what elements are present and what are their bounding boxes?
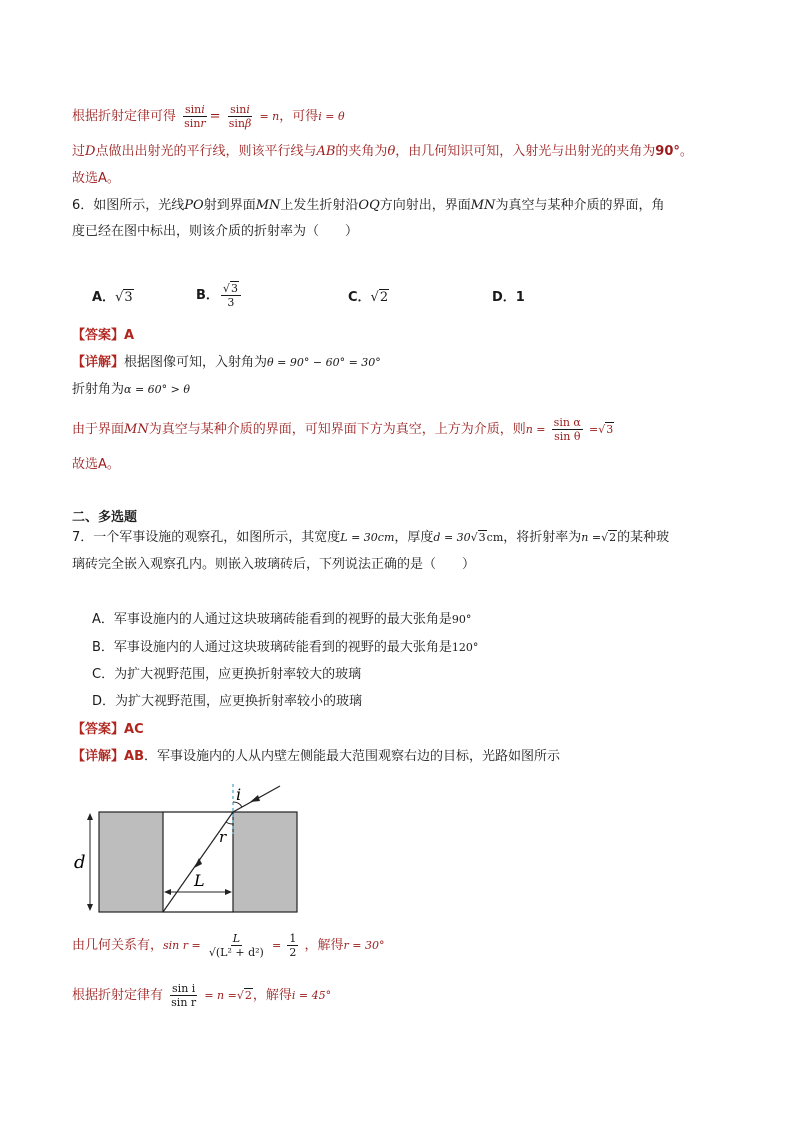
text: 为真空与某种介质的界面，可知界面下方为真空，上方为介质，则 (148, 422, 526, 437)
text: sin (184, 117, 201, 130)
text: 根据图像可知，入射角为 (124, 355, 268, 370)
text: MN (124, 422, 149, 437)
text: D． (492, 290, 516, 305)
text: √(L² + d²) (208, 946, 264, 959)
text: MN (470, 198, 496, 213)
q7-answer (72, 720, 144, 740)
fraction (207, 932, 266, 959)
text: 2 (609, 531, 617, 544)
q7-stem-line1 (72, 528, 669, 548)
text: 。 (679, 144, 693, 159)
optics-figure (70, 780, 310, 920)
q6-detail2 (72, 380, 190, 400)
text: AB (316, 144, 336, 159)
text: 3 (478, 531, 486, 544)
text: i (246, 103, 250, 116)
left-wall (99, 812, 163, 912)
q6-option-c (348, 288, 389, 308)
q7-option-c (92, 665, 361, 685)
sqrt: √2 (601, 531, 617, 544)
text: ，由几何知识可知，入射光与出射光的夹角为 (395, 144, 656, 159)
text: α = 60° > θ (124, 383, 190, 396)
text: A． (92, 290, 116, 305)
fraction: $\frac{√3}{3}$ (221, 282, 241, 309)
q7-stem-line2 (72, 555, 475, 575)
text: 120° (451, 641, 479, 654)
text: 2 (289, 946, 297, 959)
text: = (589, 423, 599, 436)
q6-option-d (492, 288, 525, 308)
text: 【详解】 (72, 749, 125, 764)
q6-choose (72, 455, 120, 475)
text: L = 30cm (340, 531, 395, 544)
text: i = 45° (291, 989, 332, 1002)
text: sin i (172, 982, 196, 995)
text: 的某种玻 (617, 530, 670, 545)
text: 3 (227, 296, 235, 309)
text: 折射角为 (72, 382, 125, 397)
refracted-arrow (194, 858, 202, 868)
q6-stem-line2 (72, 222, 358, 242)
q7-detail1 (72, 747, 560, 767)
d-arrow-bottom (87, 904, 93, 911)
text: A (124, 328, 135, 343)
text: sin (185, 103, 202, 116)
label-i: i (236, 785, 242, 804)
label-d: d (74, 852, 86, 873)
text: ，解得 (304, 938, 344, 953)
text: ，将折射率为 (503, 530, 582, 545)
l-arrow-right (225, 889, 232, 895)
text: C．为扩大视野范围，应更换折射率较大的玻璃 (92, 667, 362, 682)
fraction (552, 416, 583, 443)
fraction (182, 103, 208, 130)
q6-detail3 (72, 416, 614, 443)
text: B．军事设施内的人通过这块玻璃砖能看到的视野的最大张角是 (92, 640, 452, 655)
text: 6．如图所示，光线 (72, 198, 185, 213)
text: i (201, 103, 205, 116)
q7-option-d (92, 692, 362, 712)
text: ，可得 (279, 109, 319, 124)
q7-option-b (92, 638, 478, 658)
text: θ = 90° − 60° = 30° (267, 356, 381, 369)
text: 7．一个军事设施的观察孔，如图所示，其宽度 (72, 530, 341, 545)
text: B． (196, 288, 219, 303)
q7-geometry-line (72, 932, 384, 959)
text: θ (387, 144, 396, 159)
text: 璃砖完全嵌入观察孔内。则嵌入玻璃砖后，下列说法正确的是（ ） (72, 557, 476, 572)
text: sin θ (554, 430, 581, 443)
text: β (244, 117, 252, 130)
refraction-law-line: 根据折射定律可得 $\frac{\sin i}{\sin r}$ = $\frac{\sin i}{\sin\beta}$ = n，可得i = θ (72, 103, 345, 130)
text: 3 (230, 282, 238, 295)
text: A (98, 171, 107, 186)
text: A (98, 457, 107, 472)
q6-option-a (92, 288, 134, 308)
text: OQ (358, 198, 380, 213)
l-arrow-left (164, 889, 171, 895)
text: 射到界面 (203, 198, 256, 213)
text: 过 (72, 144, 86, 159)
text: 1 (515, 290, 525, 305)
text: sin r = (163, 939, 201, 952)
text: ，厚度 (394, 530, 434, 545)
text: n = (581, 531, 602, 544)
q6-detail1 (72, 353, 381, 373)
text: AC (124, 722, 144, 737)
text: 2 (244, 989, 252, 1002)
fraction (169, 982, 198, 1009)
q6-option-b (196, 282, 243, 309)
text: = n (259, 110, 280, 123)
text: cm (486, 531, 504, 544)
text: n = (525, 423, 546, 436)
q7-refraction-line (72, 982, 331, 1009)
text: 。 (106, 171, 120, 186)
text: 3 (124, 290, 133, 305)
text: i = θ (318, 110, 345, 123)
text: 2 (379, 290, 389, 305)
text: 故选 (72, 457, 99, 472)
text: r (200, 117, 206, 130)
label-r: r (219, 828, 227, 846)
text: ．军事设施内的人从内壁左侧能最大范围观察右边的目标，光路如图所示 (144, 749, 561, 764)
text: 由几何关系有， (72, 938, 164, 953)
q7-option-a (92, 610, 471, 630)
text: d = 30 (433, 531, 471, 544)
text: D．为扩大视野范围，应更换折射率较小的玻璃 (92, 694, 363, 709)
angle-r-arc (226, 822, 233, 824)
fraction (287, 932, 298, 959)
text: ，解得 (252, 988, 292, 1003)
text: 【答案】 (72, 328, 125, 343)
text: sin r (171, 996, 197, 1009)
text: D (85, 144, 96, 159)
text: 90° (451, 613, 472, 626)
text: = (271, 939, 282, 952)
text: 【答案】 (72, 722, 125, 737)
label-L: L (194, 871, 205, 890)
text: 由于界面 (72, 422, 125, 437)
text: sin (228, 117, 245, 130)
sqrt: √2 (370, 290, 389, 305)
text: 上发生折射沿 (280, 198, 359, 213)
text: 度已经在图中标出，则该介质的折射率为（ ） (72, 224, 359, 239)
text: 根据折射定律有 (72, 988, 164, 1003)
text: 方向射出，界面 (379, 198, 471, 213)
sqrt: √3 (470, 531, 486, 544)
text: L (232, 932, 241, 945)
text: r = 30° (343, 939, 385, 952)
q6-answer (72, 326, 134, 346)
text: sin (230, 103, 247, 116)
sqrt: √3 (115, 290, 133, 305)
text: 故选 (72, 171, 99, 186)
text: 为真空与某种介质的界面，角 (495, 198, 665, 213)
section-title (72, 508, 137, 528)
text: 点做出出射光的平行线，则该平行线与 (95, 144, 317, 159)
text: 3 (606, 423, 614, 436)
text: C． (348, 290, 371, 305)
text: A．军事设施内的人通过这块玻璃砖能看到的视野的最大张角是 (92, 612, 452, 627)
incident-arrow (250, 795, 260, 802)
parallel-line-text (72, 142, 693, 162)
text: 的夹角为 (335, 144, 388, 159)
text: 【详解】 (72, 355, 125, 370)
text: 1 (289, 932, 297, 945)
d-arrow-top (87, 813, 93, 820)
text: MN (255, 198, 281, 213)
text: 根据折射定律可得 (72, 109, 177, 124)
text: 二、多选题 (72, 510, 138, 525)
prev-choose-line (72, 169, 120, 189)
q6-stem-line1 (72, 196, 664, 216)
text: AB (124, 749, 144, 764)
fraction (227, 103, 254, 130)
text: 。 (106, 457, 120, 472)
text: sin α (553, 416, 581, 429)
text: PO (184, 198, 204, 213)
sqrt: √3 (598, 423, 614, 436)
text: = n = (204, 989, 237, 1002)
text: 90° (655, 144, 680, 159)
right-wall (233, 812, 297, 912)
sqrt: √2 (236, 989, 252, 1002)
